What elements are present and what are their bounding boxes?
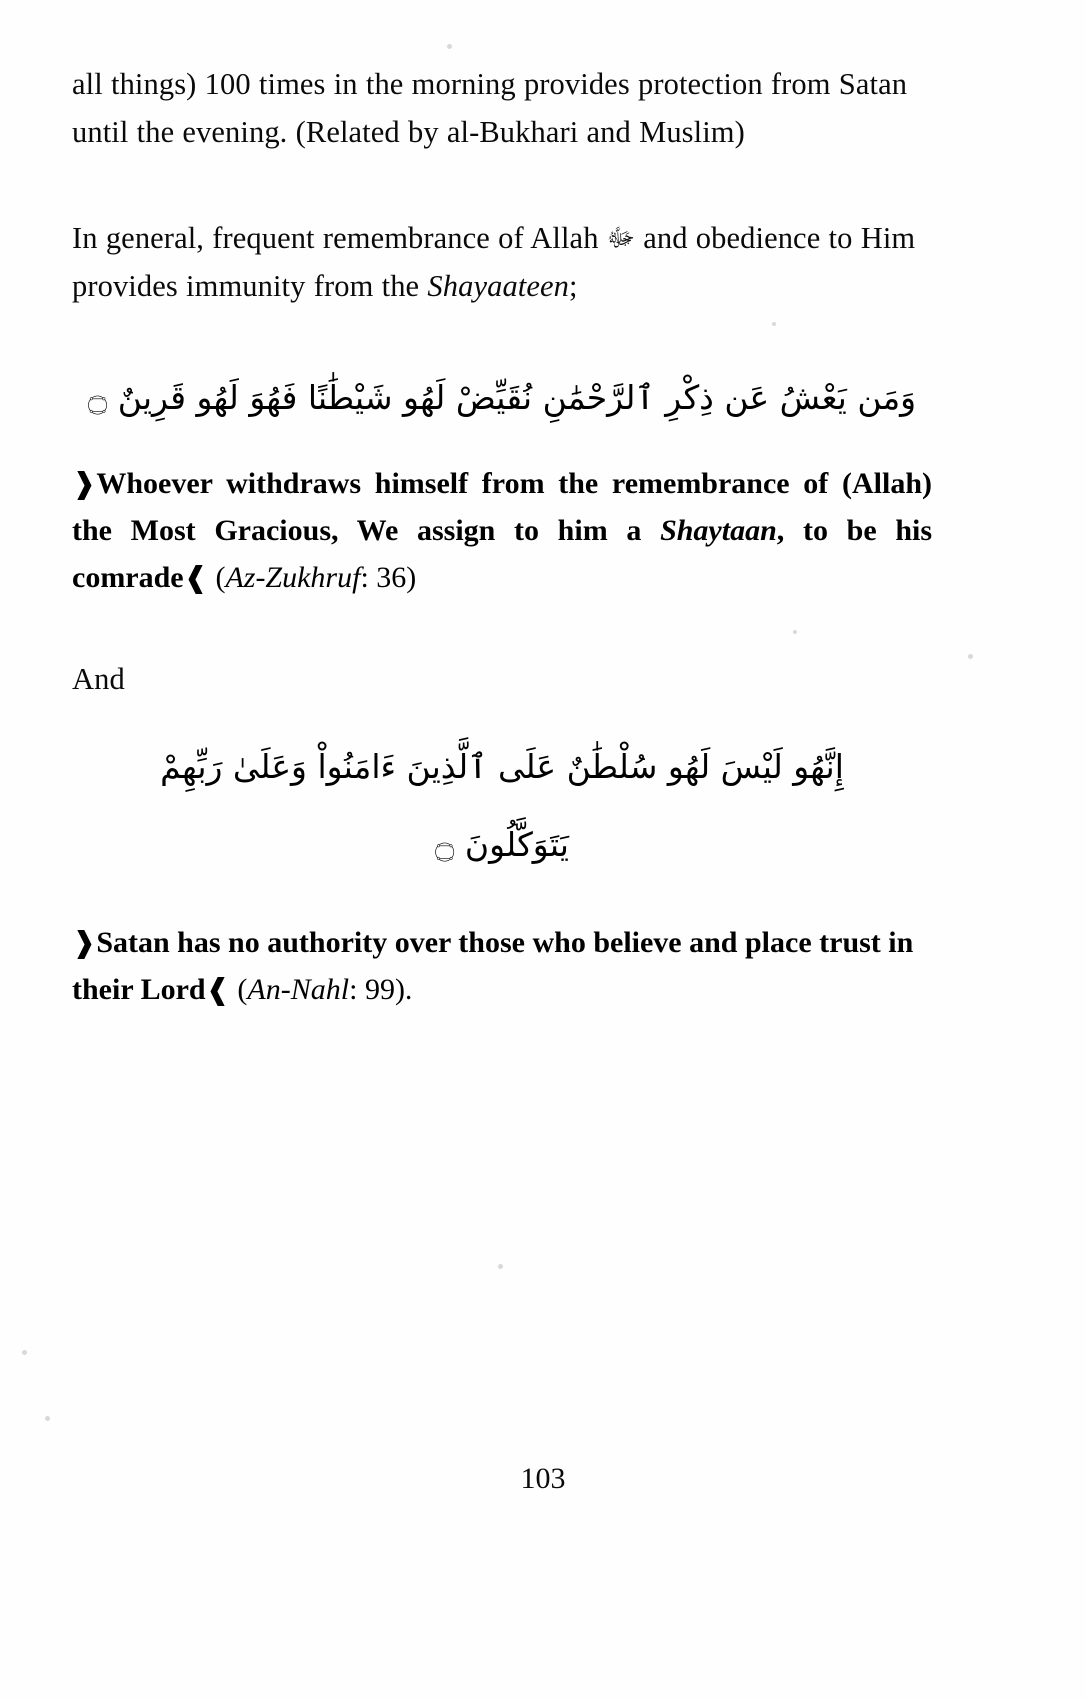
connector-and: And — [72, 662, 125, 696]
translation-line-2: trust in their Lord — [72, 926, 914, 1006]
ornate-bracket-open-icon: ❱ — [72, 925, 97, 959]
translation-line-3: to be his comrade — [72, 514, 933, 594]
page-content — [72, 60, 932, 1013]
ayah-number-az-zukhruf: 36 — [376, 561, 407, 594]
surah-name-an-nahl: An-Nahl — [247, 973, 350, 1006]
translation-line-2-part-a: (Allah) the Most Gracious, We assign to him a — [72, 467, 932, 547]
ornate-bracket-close-icon: ❰ — [205, 972, 230, 1006]
italic-term-shaytaan: Shaytaan — [660, 514, 777, 547]
translation-az-zukhruf-36 — [72, 460, 932, 601]
scan-speckle — [498, 1264, 503, 1269]
arabic-verse-az-zukhruf-36: وَمَن يَعْشُ عَن ذِكْرِ ٱلرَّحْمَٰنِ نُقَيِّضْ لَهُو شَيْطَٰنًا فَهُوَ لَهُو قَرِينٌ ۝ — [87, 378, 917, 417]
translation-an-nahl-99 — [72, 919, 932, 1013]
verse-citation-az-zukhruf: (Az-Zukhruf: 36) — [215, 561, 417, 594]
paragraph-text-after-glyph: and obedience to Him provides immunity from the — [72, 221, 916, 303]
ornate-bracket-open-icon: ❱ — [72, 466, 97, 500]
scan-speckle — [968, 654, 973, 659]
surah-name-az-zukhruf: Az-Zukhruf — [225, 561, 361, 594]
translation-line-1: Whoever withdraws himself from the remembrance of — [96, 467, 829, 500]
arabic-verse-an-nahl-99-line-2: يَتَوَكَّلُونَ ۝ — [435, 825, 569, 864]
italic-term-shayaateen: Shayaateen — [427, 269, 569, 303]
subhanahu-wa-taala-icon: ﷻ — [606, 223, 636, 252]
paragraph-text-before-glyph: In general, frequent remembrance of Allah — [72, 221, 607, 255]
translation-line-1: Satan has no authority over those who believe and place — [96, 926, 812, 959]
scan-speckle — [45, 1416, 50, 1421]
paragraph-hadith-continuation: all things) 100 times in the morning provides protection from Satan until the evening. (Related by al-Bukhari and Muslim) — [72, 67, 908, 149]
translation-line-2-part-b: , — [776, 514, 785, 547]
scan-speckle — [447, 44, 452, 49]
verse-citation-an-nahl: (An-Nahl: 99). — [237, 973, 413, 1006]
scan-speckle — [22, 1350, 27, 1355]
arabic-verse-an-nahl-99-line-1: إِنَّهُو لَيْسَ لَهُو سُلْطَٰنٌ عَلَى ٱلَّذِينَ ءَامَنُواْ وَعَلَىٰ رَبِّهِمْ — [160, 747, 844, 786]
paragraph-trailing-punctuation: ; — [569, 269, 578, 303]
ornate-bracket-close-icon: ❰ — [183, 560, 208, 594]
paragraph-general-remembrance — [72, 214, 932, 310]
ayah-number-an-nahl: 99 — [364, 973, 395, 1006]
page-number: 103 — [520, 1462, 566, 1495]
